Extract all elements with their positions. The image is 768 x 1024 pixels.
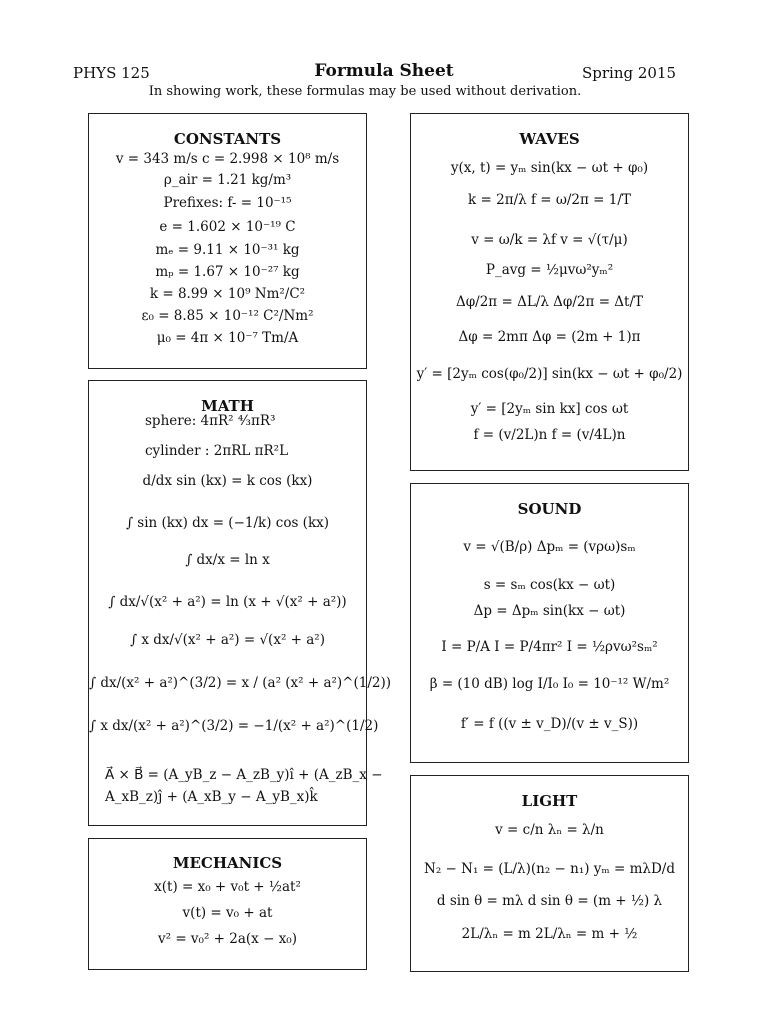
sound-box bbox=[410, 483, 689, 763]
sound-line: β = (10 dB) log I/I₀ I₀ = 10⁻¹² W/m² bbox=[429, 676, 670, 692]
light-heading: LIGHT bbox=[521, 792, 578, 810]
math-line: cylinder : 2πRL πR²L bbox=[145, 443, 289, 459]
math-heading: MATH bbox=[201, 397, 254, 415]
light-line: d sin θ = mλ d sin θ = (m + ½) λ bbox=[436, 893, 663, 909]
sound-line: v = √(B/ρ) Δpₘ = (vρω)sₘ bbox=[463, 539, 636, 555]
constants-box bbox=[88, 113, 367, 369]
waves-line: y′ = [2yₘ cos(φ₀/2)] sin(kx − ωt + φ₀/2) bbox=[416, 366, 683, 382]
constants-line: e = 1.602 × 10⁻¹⁹ C bbox=[159, 219, 296, 235]
waves-line: y(x, t) = yₘ sin(kx − ωt + φ₀) bbox=[450, 160, 649, 176]
light-line: v = c/n λₙ = λ/n bbox=[495, 822, 604, 838]
math-line: ∫ dx/√(x² + a²) = ln (x + √(x² + a²)) bbox=[108, 594, 347, 610]
waves-line: v = ω/k = λf v = √(τ/μ) bbox=[471, 232, 628, 248]
constants-line: mₚ = 1.67 × 10⁻²⁷ kg bbox=[155, 264, 300, 280]
constants-line: ρ_air = 1.21 kg/m³ bbox=[163, 172, 292, 188]
sound-line: Δp = Δpₘ sin(kx − ωt) bbox=[473, 603, 626, 619]
waves-box bbox=[410, 113, 689, 471]
term-label: Spring 2015 bbox=[582, 64, 677, 82]
waves-line: k = 2π/λ f = ω/2π = 1/T bbox=[468, 192, 631, 208]
math-line: ∫ x dx/(x² + a²)^(3/2) = −1/(x² + a²)^(1/2) bbox=[89, 718, 379, 734]
constants-line: μ₀ = 4π × 10⁻⁷ Tm/A bbox=[156, 330, 299, 346]
waves-heading: WAVES bbox=[519, 130, 580, 148]
waves-line: f = (v/2L)n f = (v/4L)n bbox=[473, 427, 626, 443]
mechanics-box bbox=[88, 838, 367, 970]
sound-line: I = P/A I = P/4πr² I = ½ρvω²sₘ² bbox=[441, 639, 658, 655]
sound-heading: SOUND bbox=[517, 500, 582, 518]
constants-line: ε₀ = 8.85 × 10⁻¹² C²/Nm² bbox=[141, 308, 314, 324]
waves-line: y′ = [2yₘ sin kx] cos ωt bbox=[470, 401, 629, 417]
waves-line: P_avg = ½μvω²yₘ² bbox=[485, 262, 614, 278]
waves-line: Δφ = 2mπ Δφ = (2m + 1)π bbox=[458, 329, 641, 345]
math-line: A⃗ × B⃗ = (A_yB_z − A_zB_y)î + (A_zB_x − bbox=[105, 767, 383, 783]
constants-line: v = 343 m/s c = 2.998 × 10⁸ m/s bbox=[115, 151, 340, 167]
math-line: ∫ dx/(x² + a²)^(3/2) = x / (a² (x² + a²)^(1/2)) bbox=[89, 675, 392, 691]
constants-line: k = 8.99 × 10⁹ Nm²/C² bbox=[149, 286, 306, 302]
math-line: ∫ dx/x = ln x bbox=[185, 552, 270, 568]
constants-line: mₑ = 9.11 × 10⁻³¹ kg bbox=[155, 242, 300, 258]
subtitle-note: In showing work, these formulas may be used without derivation. bbox=[148, 84, 582, 99]
waves-line: Δφ/2π = ΔL/λ Δφ/2π = Δt/T bbox=[455, 294, 644, 310]
course-label: PHYS 125 bbox=[73, 64, 150, 82]
sound-line: f′ = f ((v ± v_D)/(v ± v_S)) bbox=[460, 716, 639, 732]
math-line: sphere: 4πR² ⁴⁄₃πR³ bbox=[145, 413, 276, 429]
constants-line: Prefixes: f- = 10⁻¹⁵ bbox=[163, 195, 292, 211]
mechanics-line: v² = v₀² + 2a(x − x₀) bbox=[158, 931, 297, 947]
math-line: A_xB_z)ĵ + (A_xB_y − A_yB_x)k̂ bbox=[105, 789, 318, 805]
math-line: ∫ sin (kx) dx = (−1/k) cos (kx) bbox=[125, 515, 329, 531]
mechanics-line: v(t) = v₀ + at bbox=[182, 905, 273, 921]
page-title: Formula Sheet bbox=[314, 61, 454, 81]
constants-heading: CONSTANTS bbox=[173, 130, 282, 148]
math-line: d/dx sin (kx) = k cos (kx) bbox=[142, 473, 313, 489]
mechanics-line: x(t) = x₀ + v₀t + ½at² bbox=[154, 879, 301, 895]
math-line: ∫ x dx/√(x² + a²) = √(x² + a²) bbox=[130, 632, 325, 648]
sound-line: s = sₘ cos(kx − ωt) bbox=[483, 577, 616, 593]
math-box bbox=[88, 380, 392, 826]
light-box bbox=[410, 775, 689, 972]
light-line: N₂ − N₁ = (L/λ)(n₂ − n₁) yₘ = mλD/d bbox=[424, 861, 675, 877]
mechanics-heading: MECHANICS bbox=[172, 854, 283, 872]
light-line: 2L/λₙ = m 2L/λₙ = m + ½ bbox=[461, 926, 638, 942]
